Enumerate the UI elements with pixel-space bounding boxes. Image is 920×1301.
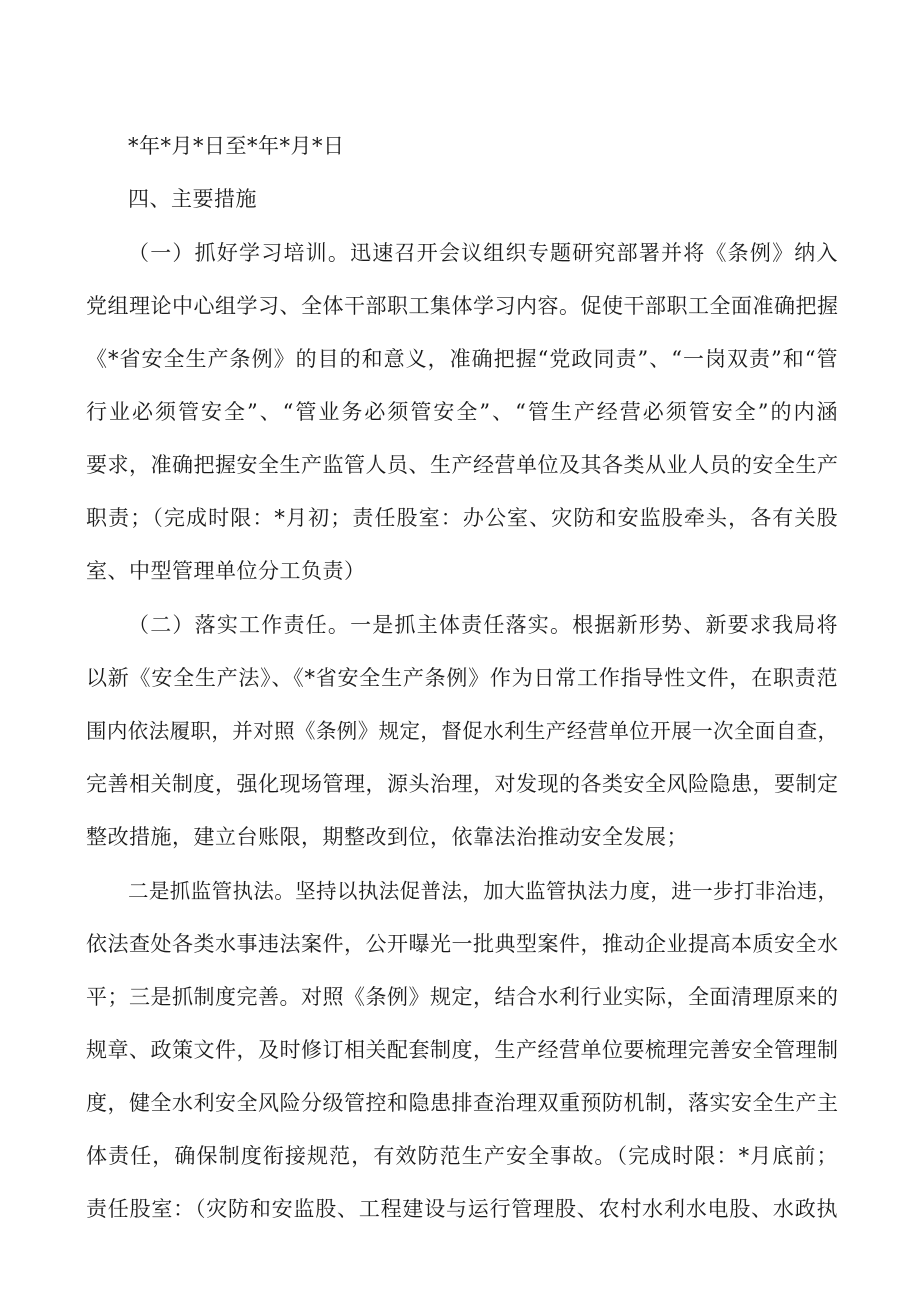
paragraph-line: 以新《安全生产法》、《*省安全生产条例》作为日常工作指导性文件，在职责范 — [86, 666, 838, 690]
paragraph-line: 室、中型管理单位分工负责） — [86, 559, 366, 583]
paragraph-line: 规章、政策文件，及时修订相关配套制度，生产经营单位要梳理完善安全管理制 — [86, 1038, 838, 1062]
paragraph-line: 度，健全水利安全风险分级管控和隐患排查治理双重预防机制，落实安全生产主 — [86, 1091, 838, 1115]
date-range-line: *年*月*日至*年*月*日 — [128, 134, 345, 158]
paragraph-line: 职责；（完成时限：*月初；责任股室：办公室、灾防和安监股牵头，各有关股 — [86, 506, 838, 530]
paragraph-line: （二）落实工作责任。一是抓主体责任落实。根据新形势、新要求我局将 — [128, 613, 838, 637]
paragraph-line: 平；三是抓制度完善。对照《条例》规定，结合水利行业实际，全面清理原来的 — [86, 985, 838, 1009]
paragraph-line: 围内依法履职，并对照《条例》规定，督促水利生产经营单位开展一次全面自查， — [86, 719, 838, 743]
paragraph-line: 二是抓监管执法。坚持以执法促普法，加大监管执法力度，进一步打非治违， — [128, 879, 838, 903]
paragraph-line: 完善相关制度，强化现场管理，源头治理，对发现的各类安全风险隐患，要制定 — [86, 772, 838, 796]
paragraph-line: 体责任，确保制度衔接规范，有效防范生产安全事故。（完成时限：*月底前； — [86, 1144, 838, 1168]
paragraph-line: 党组理论中心组学习、全体干部职工集体学习内容。促使干部职工全面准确把握 — [86, 294, 838, 318]
section-heading: 四、主要措施 — [128, 187, 257, 211]
paragraph-line: 整改措施，建立台账限，期整改到位，依靠法治推动安全发展； — [86, 825, 688, 849]
paragraph-line: 依法查处各类水事违法案件，公开曝光一批典型案件，推动企业提高本质安全水 — [86, 932, 838, 956]
paragraph-line: 行业必须管安全”、“管业务必须管安全”、“管生产经营必须管安全”的内涵 — [86, 400, 838, 424]
paragraph-line: 《*省安全生产条例》的目的和意义，准确把握“党政同责”、“一岗双责”和“管 — [86, 347, 838, 371]
paragraph-line: （一）抓好学习培训。迅速召开会议组织专题研究部署并将《条例》纳入 — [128, 241, 838, 265]
paragraph-line: 要求，准确把握安全生产监管人员、生产经营单位及其各类从业人员的安全生产 — [86, 453, 838, 477]
paragraph-line: 责任股室：（灾防和安监股、工程建设与运行管理股、农村水利水电股、水政执 — [86, 1197, 838, 1221]
